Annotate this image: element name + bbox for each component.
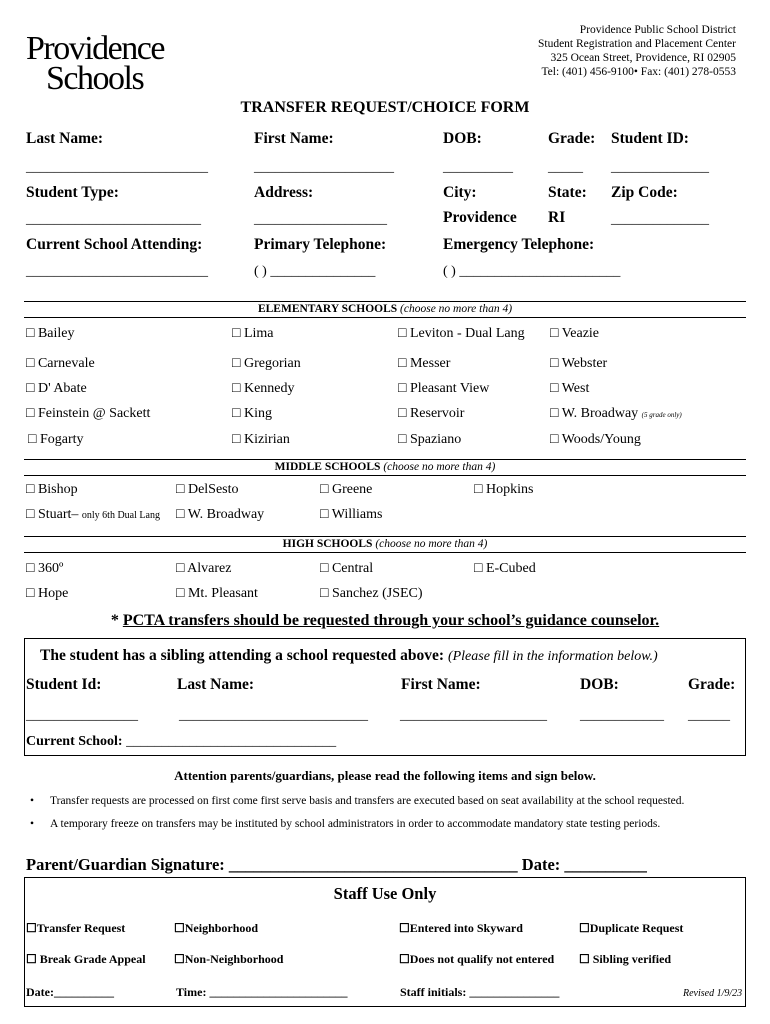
school-option[interactable]: □ W. Broadway bbox=[176, 507, 265, 522]
student-type-field[interactable]: _________________________ bbox=[26, 212, 201, 227]
school-option[interactable]: □ Pleasant View bbox=[398, 381, 490, 396]
staff-checkbox-break-grade[interactable]: ☐ Break Grade Appeal bbox=[26, 952, 146, 966]
school-option[interactable]: □ 360º bbox=[26, 561, 64, 576]
elementary-header: ELEMENTARY SCHOOLS (choose no more than 4) bbox=[24, 301, 746, 318]
state-value: RI bbox=[548, 209, 566, 226]
staff-initials-field[interactable]: Staff initials: _______________ bbox=[400, 985, 560, 999]
sibling-first-field[interactable]: _____________________ bbox=[400, 708, 547, 723]
staff-checkbox-sibling[interactable]: ☐ Sibling verified bbox=[579, 952, 672, 966]
school-option[interactable]: □ Greene bbox=[320, 482, 373, 497]
middle-header: MIDDLE SCHOOLS (choose no more than 4) bbox=[24, 459, 746, 476]
attention-heading: Attention parents/guardians, please read the following items and sign below. bbox=[174, 768, 596, 783]
address-label: Address: bbox=[254, 184, 314, 201]
school-option[interactable]: □ Hopkins bbox=[474, 482, 534, 497]
emergency-phone-label: Emergency Telephone: bbox=[443, 236, 595, 253]
school-option[interactable]: □ Reservoir bbox=[398, 406, 465, 421]
school-option[interactable]: □ Veazie bbox=[550, 326, 600, 341]
school-option[interactable]: □ West bbox=[550, 381, 590, 396]
school-option[interactable]: □ Mt. Pleasant bbox=[176, 586, 258, 601]
school-option[interactable]: □ Central bbox=[320, 561, 374, 576]
sibling-last-field[interactable]: ___________________________ bbox=[179, 708, 368, 723]
student-id-field[interactable]: ______________ bbox=[611, 160, 709, 175]
logo-line2: Schools bbox=[46, 60, 144, 97]
sibling-last-label: Last Name: bbox=[177, 676, 255, 693]
school-option[interactable]: □ Lima bbox=[232, 326, 274, 341]
school-option[interactable]: □ Williams bbox=[320, 507, 383, 522]
pcta-note: * PCTA transfers should be requested through your school’s guidance counselor. bbox=[110, 612, 660, 629]
bullet-dot: • bbox=[30, 818, 35, 830]
broadway-grade-note: (5 grade only) bbox=[641, 411, 682, 419]
student-id-label: Student ID: bbox=[611, 130, 689, 147]
school-option[interactable]: □ Woods/Young bbox=[550, 432, 641, 447]
logo-line1: Providence bbox=[26, 30, 164, 67]
staff-checkbox-transfer[interactable]: ☐Transfer Request bbox=[26, 921, 126, 935]
bullet-dot: • bbox=[30, 795, 35, 807]
school-option[interactable]: □ Bishop bbox=[26, 482, 78, 497]
header-address: 325 Ocean Street, Providence, RI 02905 bbox=[550, 52, 736, 64]
sibling-dob-field[interactable]: ____________ bbox=[580, 708, 664, 723]
primary-phone-label: Primary Telephone: bbox=[254, 236, 387, 253]
signature-row[interactable]: Parent/Guardian Signature: ___________________________________ Date: __________ bbox=[26, 855, 647, 874]
sibling-id-field[interactable]: ________________ bbox=[26, 708, 138, 723]
school-option[interactable]: □ Sanchez (JSEC) bbox=[320, 586, 423, 601]
school-option[interactable]: □ Carnevale bbox=[26, 356, 95, 371]
high-header: HIGH SCHOOLS (choose no more than 4) bbox=[24, 536, 746, 553]
staff-date-field[interactable]: Date:__________ bbox=[26, 985, 114, 999]
emergency-phone-field[interactable]: ( ) _______________________ bbox=[443, 264, 621, 279]
school-option[interactable]: □ Alvarez bbox=[176, 561, 232, 576]
form-title: TRANSFER REQUEST/CHOICE FORM bbox=[240, 99, 530, 116]
city-value: Providence bbox=[443, 209, 517, 226]
zip-label: Zip Code: bbox=[611, 184, 678, 201]
zip-field[interactable]: ______________ bbox=[611, 212, 709, 227]
sibling-dob-label: DOB: bbox=[580, 676, 619, 693]
student-type-label: Student Type: bbox=[26, 184, 119, 201]
staff-time-field[interactable]: Time: _______________________ bbox=[176, 985, 348, 999]
current-school-label: Current School Attending: bbox=[26, 236, 203, 253]
first-name-field[interactable]: ____________________ bbox=[254, 160, 394, 175]
sibling-title: The student has a sibling attending a school requested above: (Please fill in the information below.) bbox=[40, 647, 658, 664]
primary-phone-field[interactable]: ( ) _______________ bbox=[254, 264, 376, 279]
sibling-first-label: First Name: bbox=[401, 676, 481, 693]
sibling-school-row[interactable]: Current School: ______________________________ bbox=[26, 734, 337, 749]
school-option[interactable]: □ King bbox=[232, 406, 272, 421]
school-option[interactable]: □ DelSesto bbox=[176, 482, 239, 497]
staff-checkbox-duplicate[interactable]: ☐Duplicate Request bbox=[579, 921, 684, 935]
stuart-note: only 6th Dual Lang bbox=[81, 510, 160, 521]
school-option[interactable]: □ Webster bbox=[550, 356, 608, 371]
dob-field[interactable]: __________ bbox=[443, 160, 513, 175]
last-name-field[interactable]: __________________________ bbox=[26, 160, 208, 175]
last-name-label: Last Name: bbox=[26, 130, 104, 147]
first-name-label: First Name: bbox=[254, 130, 334, 147]
school-option[interactable]: □ W. Broadway (5 grade only) bbox=[550, 406, 682, 421]
staff-checkbox-non-neighborhood[interactable]: ☐Non-Neighborhood bbox=[174, 952, 284, 966]
staff-checkbox-skyward[interactable]: ☐Entered into Skyward bbox=[399, 921, 523, 935]
sibling-grade-label: Grade: bbox=[688, 676, 736, 693]
sibling-id-label: Student Id: bbox=[26, 676, 102, 693]
school-option[interactable]: □ Leviton - Dual Lang bbox=[398, 326, 525, 341]
school-option[interactable]: □ Messer bbox=[398, 356, 451, 371]
school-option[interactable]: □ E-Cubed bbox=[474, 561, 536, 576]
header-district: Providence Public School District bbox=[579, 24, 736, 36]
staff-checkbox-not-qualify[interactable]: ☐Does not qualify not entered bbox=[399, 952, 555, 966]
city-label: City: bbox=[443, 184, 477, 201]
school-option[interactable]: □ Fogarty bbox=[28, 432, 84, 447]
school-option[interactable]: □ Hope bbox=[26, 586, 69, 601]
school-option[interactable]: □ Spaziano bbox=[398, 432, 462, 447]
address-field[interactable]: ___________________ bbox=[254, 212, 387, 227]
grade-field[interactable]: _____ bbox=[548, 160, 583, 175]
bullet-text: Transfer requests are processed on first come first serve basis and transfers are executed based on seat availability at the school requested. bbox=[50, 795, 685, 807]
bullet-text: A temporary freeze on transfers may be instituted by school administrators in order to accommodate mandatory state testing periods. bbox=[50, 818, 661, 830]
grade-label: Grade: bbox=[548, 130, 596, 147]
school-option[interactable]: □ Bailey bbox=[26, 326, 75, 341]
header-center: Student Registration and Placement Center bbox=[537, 38, 736, 50]
dob-label: DOB: bbox=[443, 130, 482, 147]
header-phone: Tel: (401) 456-9100• Fax: (401) 278-0553 bbox=[541, 66, 736, 78]
school-option[interactable]: □ Feinstein @ Sackett bbox=[26, 406, 151, 421]
current-school-field[interactable]: __________________________ bbox=[26, 264, 208, 279]
staff-title: Staff Use Only bbox=[333, 884, 437, 903]
staff-checkbox-neighborhood[interactable]: ☐Neighborhood bbox=[174, 921, 259, 935]
school-option[interactable]: □ Stuart– only 6th Dual Lang bbox=[26, 507, 160, 522]
school-option[interactable]: □ Kizirian bbox=[232, 432, 290, 447]
school-option[interactable]: □ Kennedy bbox=[232, 381, 295, 396]
state-label: State: bbox=[548, 184, 587, 201]
revised-date: Revised 1/9/23 bbox=[683, 988, 743, 999]
school-option[interactable]: □ D' Abate bbox=[26, 381, 87, 396]
school-option[interactable]: □ Gregorian bbox=[232, 356, 301, 371]
sibling-grade-field[interactable]: ______ bbox=[688, 708, 730, 723]
